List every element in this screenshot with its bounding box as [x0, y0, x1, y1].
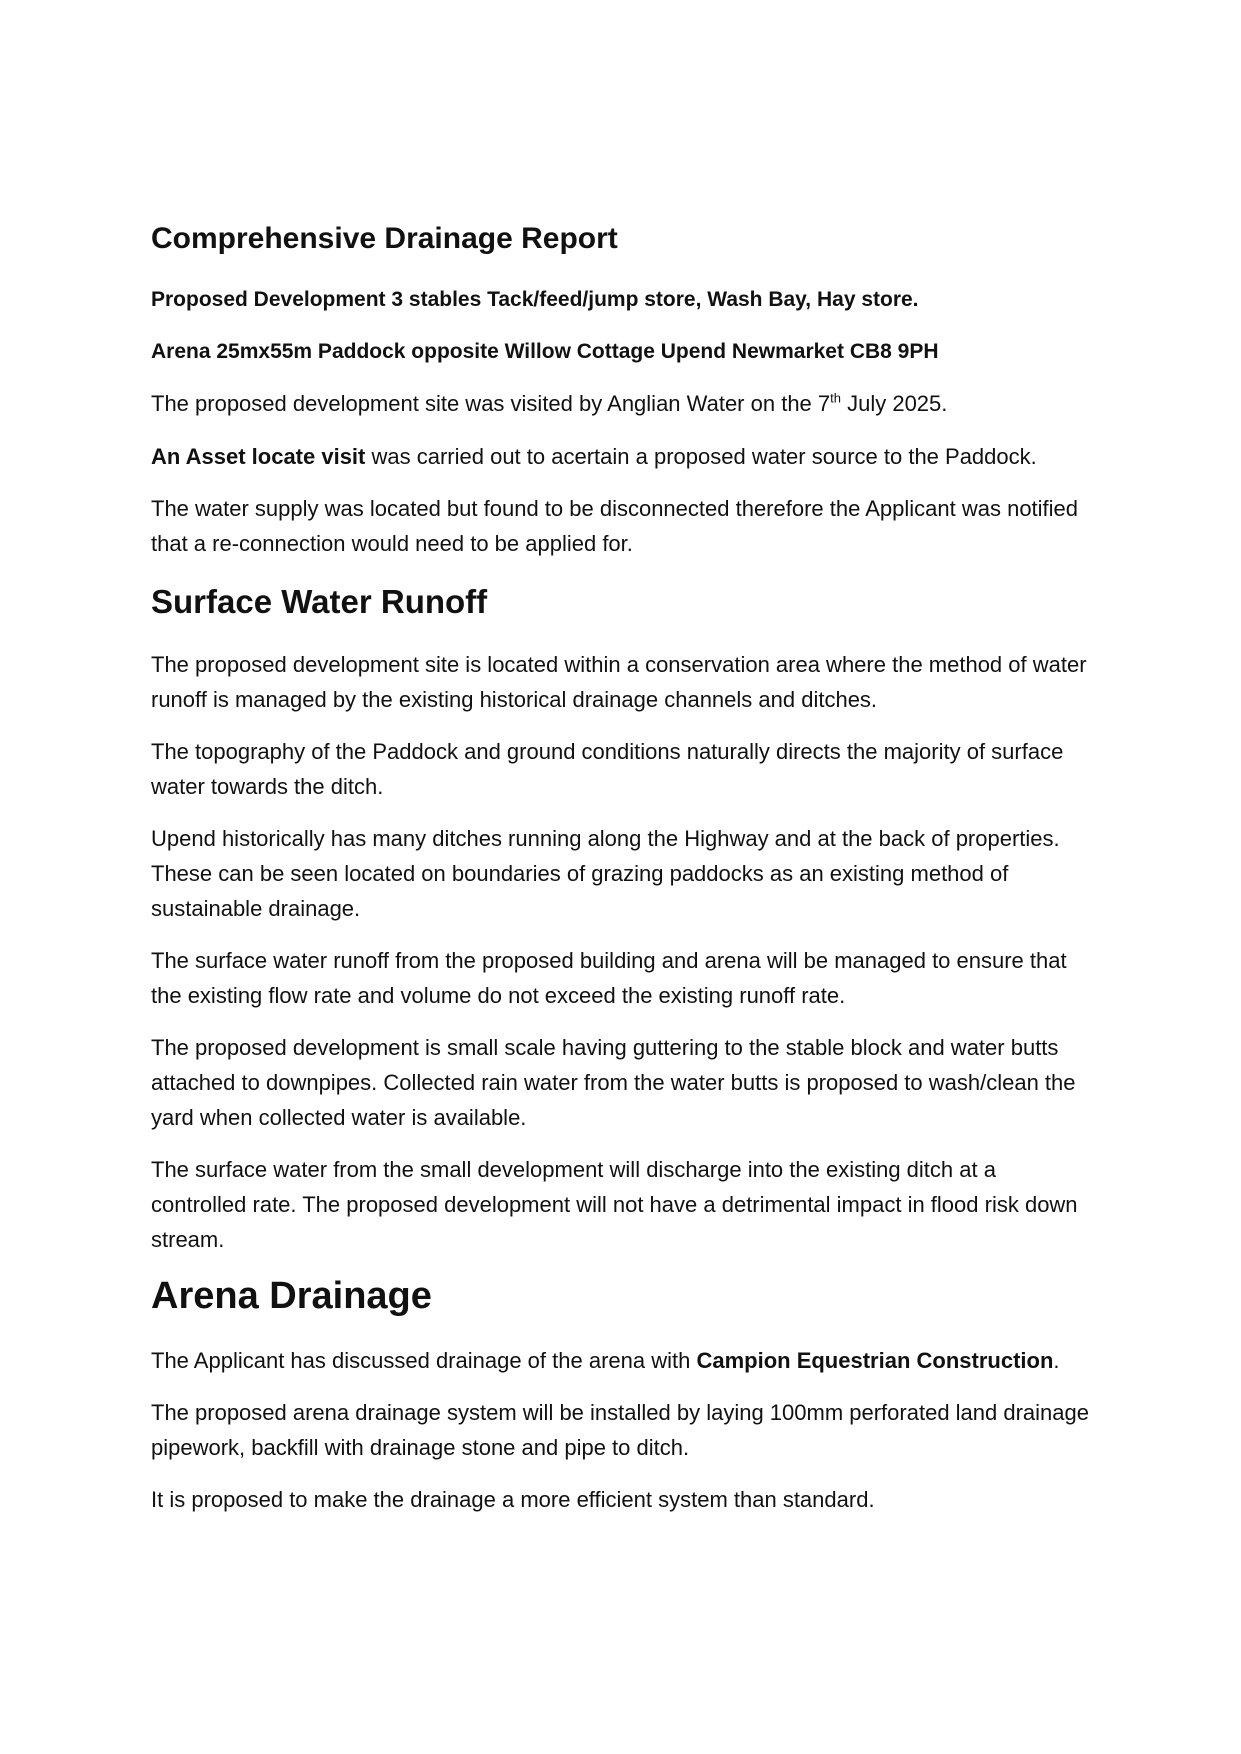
surface-water-paragraph: Upend historically has many ditches running along the Highway and at the back of properties. These can be seen located on boundaries of grazing paddocks as an existing method of sustainable drainage. — [151, 826, 1060, 921]
surface-water-paragraph: The proposed development site is located within a conservation area where the method of water runoff is managed by the existing historical drainage channels and ditches. — [151, 652, 1087, 712]
water-supply-paragraph: The water supply was located but found to be disconnected therefore the Applicant was notified that a re-connection would need to be applied for. — [151, 496, 1079, 556]
asset-visit-text: was carried out to acertain a proposed water source to the Paddock. — [365, 444, 1037, 469]
contractor-name: Campion Equestrian Construction — [696, 1348, 1054, 1373]
surface-water-paragraph: The proposed development is small scale having guttering to the stable block and water butts attached to downpipes. Collected rain water from the water butts is proposed to wash/clean the yard when collected water is available. — [151, 1035, 1076, 1130]
arena-drainage-paragraph: The proposed arena drainage system will be installed by laying 100mm perforated land drainage pipework, backfill with drainage stone and pipe to ditch. — [151, 1400, 1089, 1460]
visit-paragraph — [151, 386, 1091, 421]
arena-applicant-end: . — [1053, 1348, 1060, 1373]
arena-applicant-paragraph — [151, 1343, 1091, 1378]
surface-water-paragraph: The surface water runoff from the proposed building and arena will be managed to ensure that the existing flow rate and volume do not exceed the existing runoff rate. — [151, 948, 1067, 1008]
surface-water-paragraph: The surface water from the small development will discharge into the existing ditch at a controlled rate. The proposed development will not have a detrimental impact in flood risk down stream. — [151, 1157, 1078, 1252]
arena-applicant-text: The Applicant has discussed drainage of the arena with — [151, 1348, 697, 1373]
visit-date-suffix: th — [830, 390, 841, 406]
development-subheading: Proposed Development 3 stables Tack/feed/jump store, Wash Bay, Hay store. — [151, 288, 919, 311]
page-title: Comprehensive Drainage Report — [151, 222, 618, 255]
visit-date-rest: July 2025. — [840, 391, 948, 416]
location-subheading: Arena 25mx55m Paddock opposite Willow Cottage Upend Newmarket CB8 9PH — [151, 340, 939, 363]
visit-text: The proposed development site was visited by Anglian Water on the 7 — [151, 391, 831, 416]
asset-visit-label: An Asset locate visit — [151, 444, 366, 469]
surface-water-heading: Surface Water Runoff — [151, 583, 488, 620]
arena-drainage-heading: Arena Drainage — [151, 1275, 432, 1317]
arena-drainage-paragraph: It is proposed to make the drainage a more efficient system than standard. — [151, 1487, 875, 1512]
surface-water-paragraph: The topography of the Paddock and ground conditions naturally directs the majority of surface water towards the ditch. — [151, 739, 1064, 799]
asset-visit-paragraph — [151, 439, 1091, 474]
